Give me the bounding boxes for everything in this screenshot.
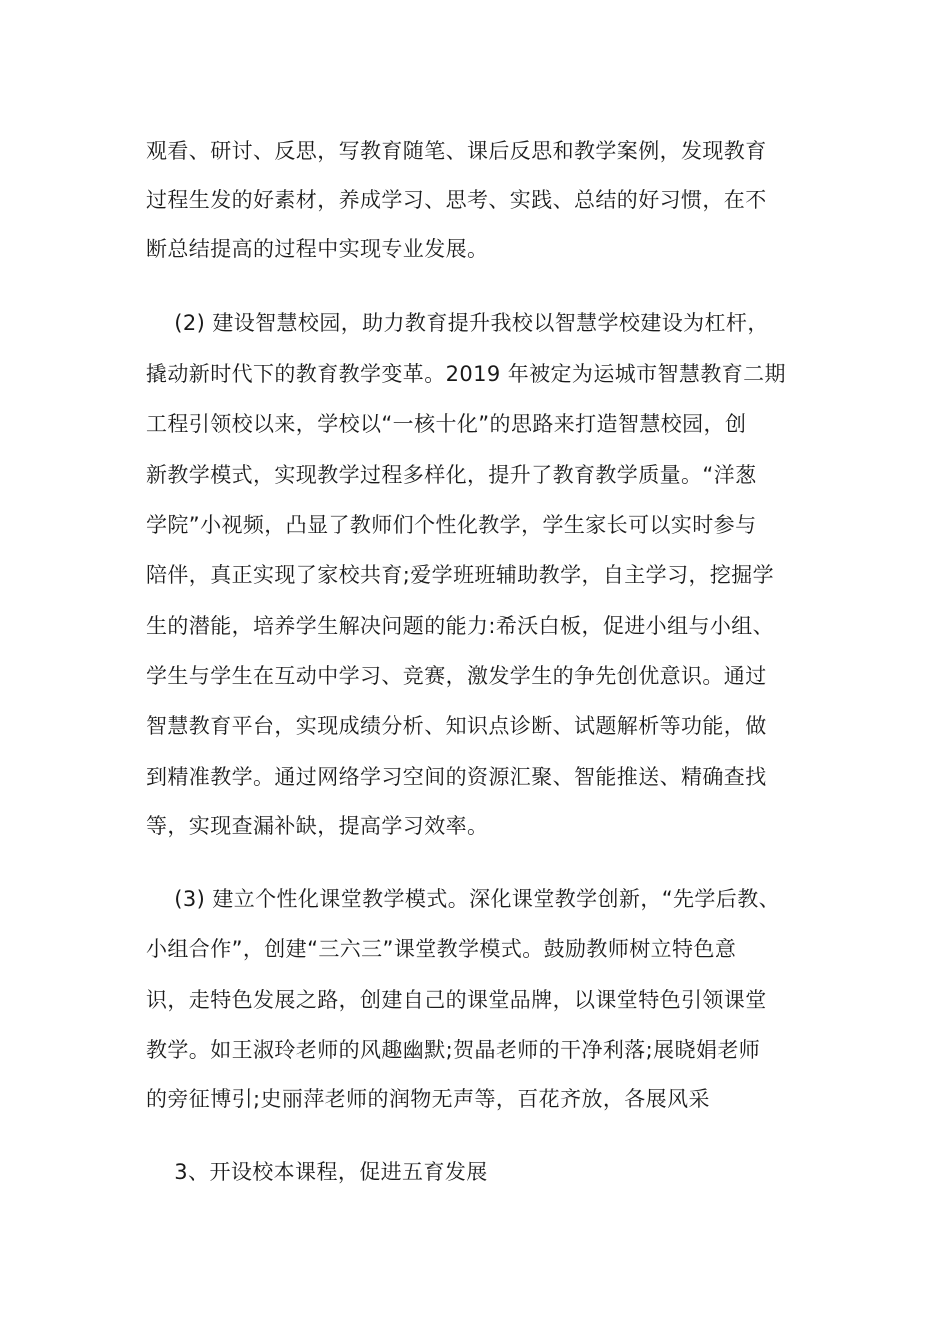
paragraph-2-line-4: 新教学模式，实现教学过程多样化，提升了教育教学质量。“洋葱: [146, 463, 757, 487]
paragraph-3-line-3: 识，走特色发展之路，创建自己的课堂品牌，以课堂特色引领课堂: [146, 988, 767, 1012]
paragraph-1-line-2: 过程生发的好素材，养成学习、思考、实践、总结的好习惯，在不: [146, 188, 767, 212]
paragraph-2-line-3: 工程引领校以来，学校以“一核十化”的思路来打造智慧校园，创: [146, 412, 747, 436]
paragraph-2-line-1: (2) 建设智慧校园，助力教育提升我校以智慧学校建设为杠杆，: [146, 311, 769, 335]
paragraph-2-line-5: 学院”小视频，凸显了教师们个性化教学，学生家长可以实时参与: [146, 513, 757, 537]
paragraph-2-line-11: 等，实现查漏补缺，提高学习效率。: [146, 814, 489, 838]
paragraph-1-line-3: 断总结提高的过程中实现专业发展。: [146, 237, 489, 261]
paragraph-2-line-2: 撬动新时代下的教育教学变革。2019 年被定为运城市智慧教育二期: [146, 362, 786, 386]
paragraph-2-line-10: 到精准教学。通过网络学习空间的资源汇聚、智能推送、精确查找: [146, 765, 767, 789]
section-heading: 3、开设校本课程，促进五育发展: [146, 1160, 488, 1184]
paragraph-3-line-4: 教学。如王淑玲老师的风趣幽默;贺晶老师的干净利落;展晓娟老师: [146, 1038, 761, 1062]
paragraph-1-line-1: 观看、研讨、反思，写教育随笔、课后反思和教学案例，发现教育: [146, 139, 767, 163]
paragraph-2-line-7: 生的潜能，培养学生解决问题的能力:希沃白板，促进小组与小组、: [146, 614, 775, 638]
paragraph-3-line-2: 小组合作”，创建“三六三”课堂教学模式。鼓励教师树立特色意: [146, 937, 737, 961]
paragraph-3-line-5: 的旁征博引;史丽萍老师的润物无声等，百花齐放，各展风采: [146, 1087, 710, 1111]
paragraph-2-line-8: 学生与学生在互动中学习、竞赛，激发学生的争先创优意识。通过: [146, 664, 767, 688]
paragraph-2-line-9: 智慧教育平台，实现成绩分析、知识点诊断、试题解析等功能，做: [146, 714, 767, 738]
paragraph-2-line-6: 陪伴，真正实现了家校共育;爱学班班辅助教学，自主学习，挖掘学: [146, 563, 775, 587]
paragraph-3-line-1: (3) 建立个性化课堂教学模式。深化课堂教学创新，“先学后教、: [146, 887, 780, 911]
